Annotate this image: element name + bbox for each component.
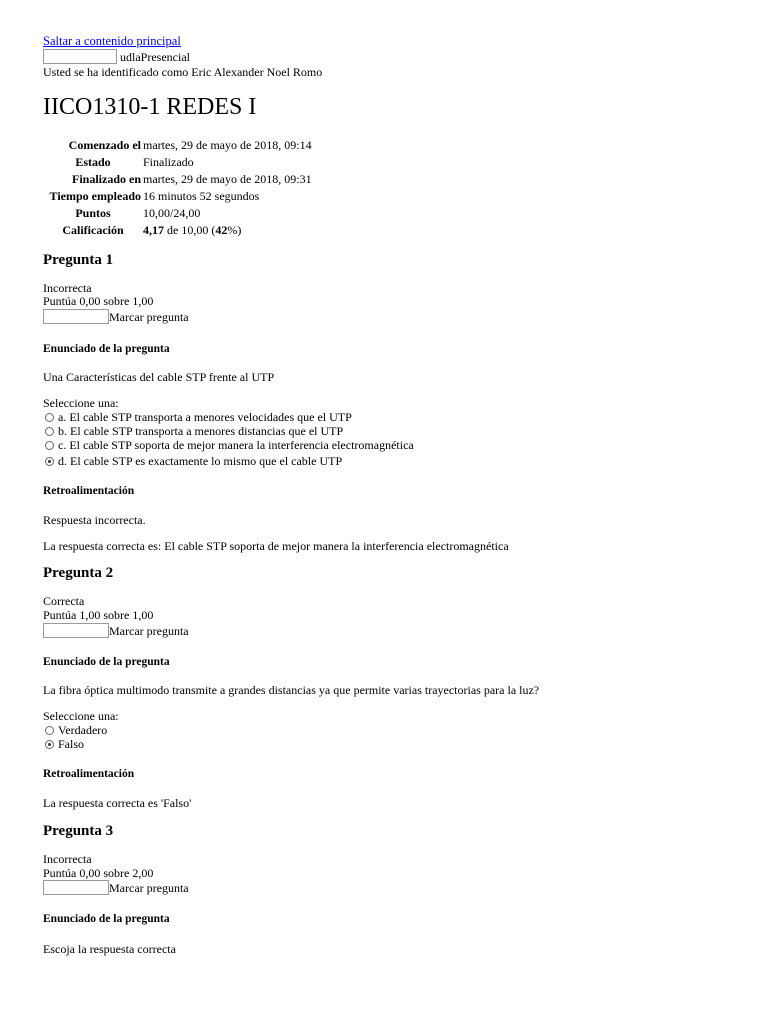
- radio-icon[interactable]: [45, 427, 54, 436]
- site-nav-row: [43, 49, 190, 64]
- summary-row-finished: [43, 171, 312, 188]
- option-label: c. El cable STP soporta de mejor manera la interferencia electromagnética: [58, 438, 414, 452]
- radio-checked-icon[interactable]: [45, 740, 54, 749]
- summary-value: Finalizado: [143, 155, 194, 169]
- summary-row-started: [43, 137, 312, 154]
- radio-icon[interactable]: [45, 413, 54, 422]
- summary-row-points: [43, 205, 312, 222]
- question-3-prompt: Escoja la respuesta correcta: [43, 942, 176, 956]
- question-2-prompt-heading: Enunciado de la pregunta: [43, 656, 170, 668]
- flag-label[interactable]: Marcar pregunta: [109, 623, 189, 638]
- question-1-option-b[interactable]: [43, 424, 343, 438]
- flag-label[interactable]: Marcar pregunta: [109, 309, 189, 324]
- login-info: Usted se ha identificado como Eric Alexander Noel Romo: [43, 65, 323, 79]
- summary-label: Tiempo empleado: [49, 189, 141, 203]
- summary-label: Calificación: [62, 223, 124, 237]
- grade-end: %): [227, 223, 242, 237]
- summary-value: martes, 29 de mayo de 2018, 09:14: [143, 138, 312, 152]
- attempt-summary-table: [43, 137, 312, 239]
- question-1-option-c[interactable]: [43, 438, 414, 452]
- skip-to-content-link[interactable]: Saltar a contenido principal: [43, 34, 181, 48]
- option-label: a. El cable STP transporta a menores velocidades que el UTP: [58, 410, 352, 424]
- question-2-prompt: La fibra óptica multimodo transmite a grandes distancias ya que permite varias trayectorias para la luz?: [43, 683, 540, 697]
- question-2-flag: [43, 623, 189, 638]
- grade-text: de 10,00 (: [164, 223, 216, 237]
- question-1-select-label: Seleccione una:: [43, 396, 119, 410]
- question-1-status: Incorrecta: [43, 281, 92, 295]
- flag-checkbox-image[interactable]: [43, 880, 109, 895]
- question-2-heading: Pregunta 2: [43, 565, 114, 581]
- question-2-select-label: Seleccione una:: [43, 709, 119, 723]
- summary-label: Estado: [75, 155, 111, 169]
- summary-row-grade: [43, 222, 312, 239]
- option-label: b. El cable STP transporta a menores distancias que el UTP: [58, 424, 344, 438]
- flag-checkbox-image[interactable]: [43, 309, 109, 324]
- summary-row-state: [43, 154, 312, 171]
- option-label: Verdadero: [58, 723, 108, 737]
- question-3-status: Incorrecta: [43, 852, 92, 866]
- radio-icon[interactable]: [45, 441, 54, 450]
- question-1-feedback-heading: Retroalimentación: [43, 485, 135, 497]
- summary-value: 16 minutos 52 segundos: [143, 189, 260, 203]
- question-1-heading: Pregunta 1: [43, 252, 114, 268]
- question-1-prompt-heading: Enunciado de la pregunta: [43, 343, 170, 355]
- grade-score: 4,17: [143, 223, 164, 237]
- question-2-points: Puntúa 1,00 sobre 1,00: [43, 608, 154, 622]
- question-1-feedback: Respuesta incorrecta.: [43, 513, 146, 527]
- question-2-option-false[interactable]: [43, 737, 84, 751]
- question-1-option-a[interactable]: [43, 410, 352, 424]
- option-label: d. El cable STP es exactamente lo mismo que el cable UTP: [58, 454, 343, 468]
- site-logo-image[interactable]: [43, 49, 117, 64]
- summary-row-time-taken: [43, 188, 312, 205]
- question-2-option-true[interactable]: [43, 723, 107, 737]
- flag-label[interactable]: Marcar pregunta: [109, 880, 189, 895]
- question-2-status: Correcta: [43, 594, 85, 608]
- question-3-points: Puntúa 0,00 sobre 2,00: [43, 866, 154, 880]
- question-2-right-answer: La respuesta correcta es 'Falso': [43, 796, 192, 810]
- flag-checkbox-image[interactable]: [43, 623, 109, 638]
- question-1-points: Puntúa 0,00 sobre 1,00: [43, 294, 154, 308]
- question-1-prompt: Una Características del cable STP frente al UTP: [43, 370, 275, 384]
- radio-checked-icon[interactable]: [45, 457, 54, 466]
- site-name: udlaPresencial: [120, 49, 190, 64]
- summary-value: martes, 29 de mayo de 2018, 09:31: [143, 172, 312, 186]
- question-3-flag: [43, 880, 189, 895]
- question-1-flag: [43, 309, 189, 324]
- option-label: Falso: [58, 737, 85, 751]
- grade-value: [143, 222, 312, 239]
- question-1-right-answer: La respuesta correcta es: El cable STP soporta de mejor manera la interferencia electromagnética: [43, 539, 509, 553]
- summary-label: Finalizado en: [71, 172, 141, 186]
- radio-icon[interactable]: [45, 726, 54, 735]
- question-3-prompt-heading: Enunciado de la pregunta: [43, 913, 170, 925]
- question-1-option-d[interactable]: [43, 454, 342, 468]
- summary-label: Puntos: [75, 206, 111, 220]
- page-title: IICO1310-1 REDES I: [43, 94, 257, 120]
- summary-value: 10,00/24,00: [143, 206, 201, 220]
- question-2-feedback-heading: Retroalimentación: [43, 768, 135, 780]
- question-3-heading: Pregunta 3: [43, 823, 114, 839]
- summary-label: Comenzado el: [68, 138, 141, 152]
- grade-percent: 42: [215, 223, 228, 237]
